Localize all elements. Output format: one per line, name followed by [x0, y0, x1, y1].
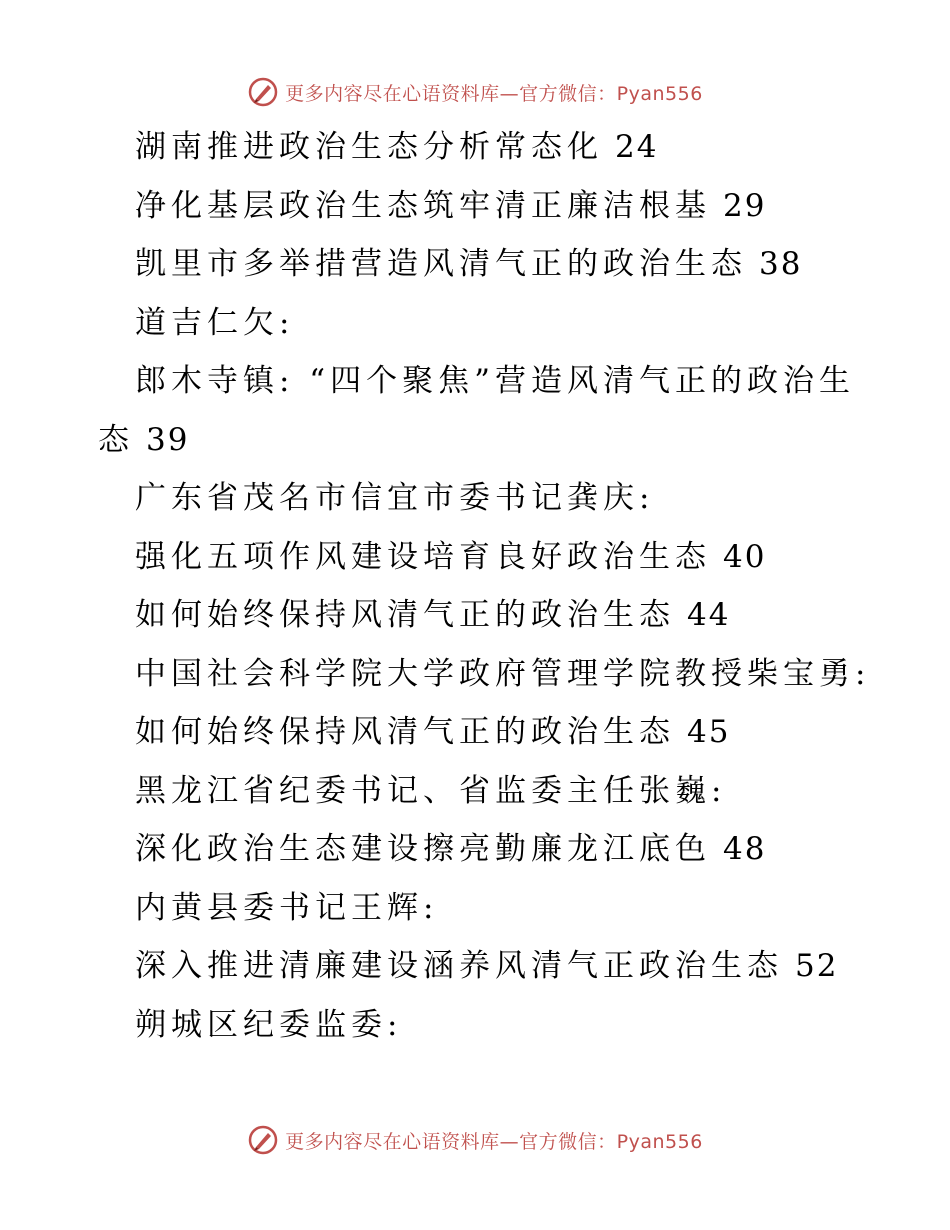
toc-entry-title: 内黄县委书记王辉:: [135, 889, 439, 926]
toc-entry-page: 44: [687, 597, 731, 633]
toc-entry: [0, 469, 950, 528]
watermark-text: 更多内容尽在心语资料库—官方微信：Pyan556: [285, 82, 703, 105]
toc-entry-title: 中国社会科学院大学政府管理学院教授柴宝勇:: [135, 655, 871, 692]
toc-entry-title: 广东省茂名市信宜市委书记龚庆:: [135, 480, 655, 516]
toc-entry: [0, 996, 950, 1055]
toc-entry: [0, 177, 950, 236]
pen-logo-icon: [247, 76, 279, 108]
toc-entry-page: 52: [795, 948, 839, 984]
toc-entry: [0, 645, 950, 704]
toc-entry: [0, 820, 950, 879]
watermark-text: 更多内容尽在心语资料库—官方微信：Pyan556: [285, 1130, 703, 1153]
toc-entry-title: 深化政治生态建设擦亮勤廉龙江底色: [135, 831, 711, 867]
toc-entry: [0, 879, 950, 938]
toc-entry-page: 45: [687, 714, 731, 750]
toc-entry-page: 29: [723, 187, 767, 224]
toc-entry-page: 40: [723, 538, 767, 575]
toc-entry-page: 48: [723, 831, 767, 867]
toc-entry-title: 郎木寺镇: “四个聚焦”营造风清气正的政治生: [135, 363, 855, 399]
toc-entry-page: 39: [146, 421, 190, 458]
toc-entry: [0, 703, 950, 762]
pen-logo-icon: [247, 1124, 279, 1156]
toc-entry: [0, 937, 950, 996]
toc-entry: [0, 235, 950, 294]
toc-entry-title: 凯里市多举措营造风清气正的政治生态: [135, 246, 747, 282]
toc-entry-title: 强化五项作风建设培育良好政治生态: [135, 538, 711, 575]
toc-entry-title: 湖南推进政治生态分析常态化: [135, 129, 603, 165]
toc-entry-title: 深入推进清廉建设涵养风清气正政治生态: [135, 948, 783, 984]
toc-list: [0, 118, 950, 1054]
toc-entry: [0, 294, 950, 353]
toc-entry-continuation: [0, 411, 950, 470]
toc-entry-title: 净化基层政治生态筑牢清正廉洁根基: [135, 187, 711, 224]
toc-entry: [0, 118, 950, 177]
toc-entry-title: 朔城区纪委监委:: [135, 1006, 403, 1043]
toc-entry: [0, 528, 950, 587]
toc-entry-title: 态: [98, 421, 134, 458]
toc-entry: [0, 762, 950, 821]
toc-entry-title: 道吉仁欠:: [135, 304, 295, 341]
toc-entry-title: 黑龙江省纪委书记、省监委主任张巍:: [135, 772, 727, 809]
toc-entry: [0, 352, 950, 411]
header-watermark: [0, 72, 950, 112]
toc-entry-title: 如何始终保持风清气正的政治生态: [135, 714, 675, 750]
footer-watermark: [0, 1120, 950, 1160]
toc-entry-page: 24: [615, 129, 659, 165]
toc-entry-title: 如何始终保持风清气正的政治生态: [135, 597, 675, 633]
toc-entry-page: 38: [759, 246, 803, 282]
toc-entry: [0, 586, 950, 645]
